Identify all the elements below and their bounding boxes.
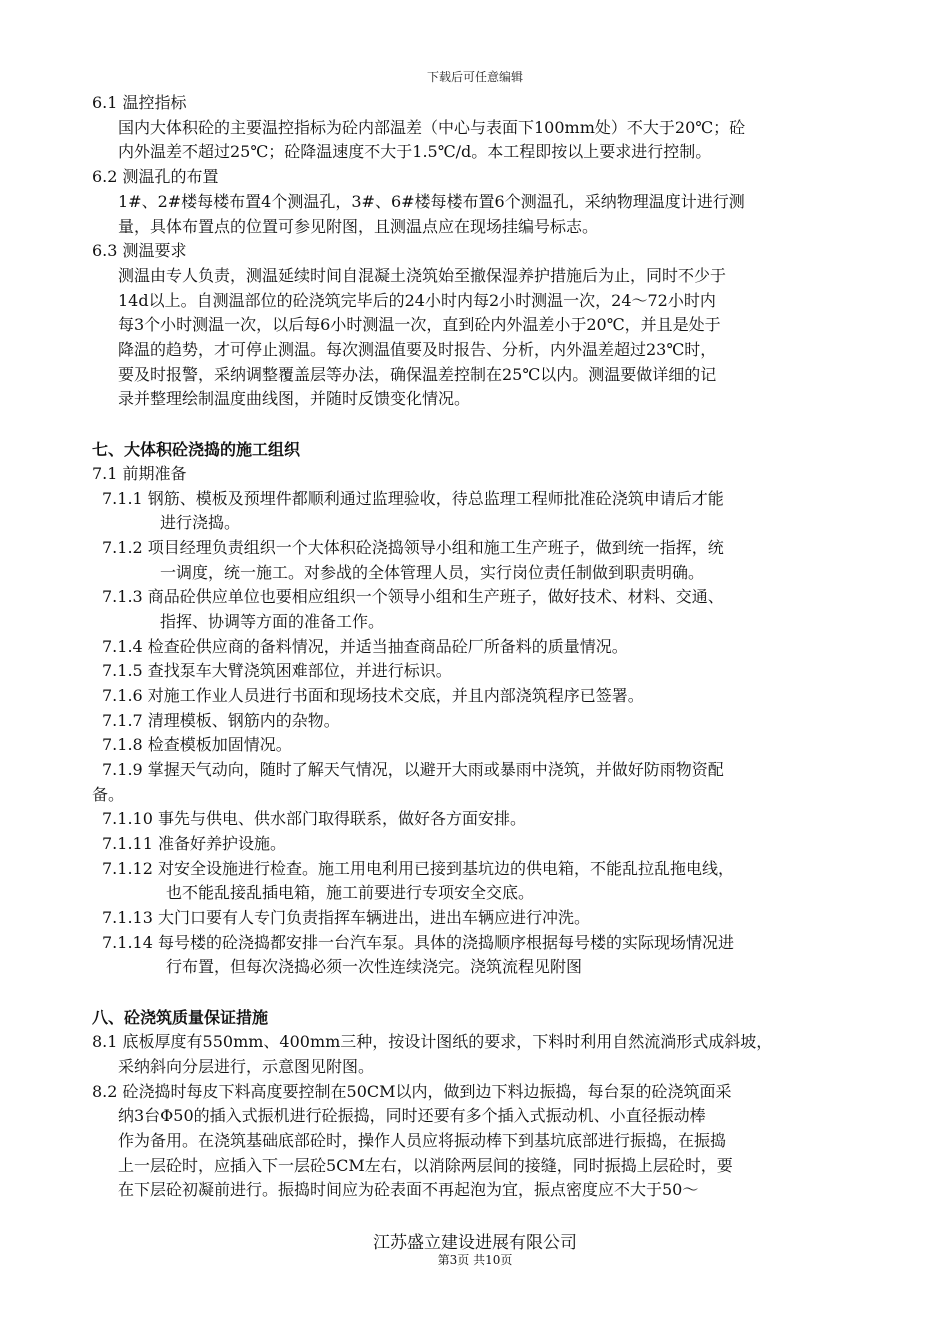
text-line: 6.1 温控指标: [92, 93, 187, 112]
text-line: 每3个小时测温一次，以后每6小时测温一次，直到砼内外温差小于20℃，并且是处于: [118, 315, 721, 334]
text-line: 8.2 砼浇捣时每皮下料高度要控制在50CM以内，做到边下料边振捣，每台泵的砼浇筑面采: [92, 1082, 732, 1101]
text-line: 纳3台Φ50的插入式振机进行砼振捣，同时还要有多个插入式振动机、小直径振动棒: [118, 1106, 706, 1125]
text-line: 降温的趋势，才可停止测温。每次测温值要及时报告、分析，内外温差超过23℃时，: [118, 340, 717, 359]
text-line: 行布置，但每次浇捣必须一次性连续浇完。浇筑流程见附图: [166, 957, 583, 976]
text-line: 一调度，统一施工。对参战的全体管理人员，实行岗位责任制做到职责明确。: [160, 563, 705, 582]
text-line: 7.1.14 每号楼的砼浇捣都安排一台汽车泵。具体的浇捣顺序根据每号楼的实际现场情况进: [102, 933, 734, 952]
text-line: 进行浇捣。: [160, 513, 241, 532]
text-line: 备。: [92, 785, 125, 804]
text-line: 录并整理绘制温度曲线图，并随时反馈变化情况。: [118, 389, 471, 408]
text-line: 7.1.6 对施工作业人员进行书面和现场技术交底，并且内部浇筑程序已签署。: [102, 686, 644, 705]
text-line: 7.1.1 钢筋、模板及预埋件都顺利通过监理验收，待总监理工程师批准砼浇筑申请后才能: [102, 489, 724, 508]
text-line: 也不能乱接乱插电箱，施工前要进行专项安全交底。: [166, 883, 535, 902]
text-line: 7.1.12 对安全设施进行检查。施工用电利用已接到基坑边的供电箱，不能乱拉乱拖电线，: [102, 859, 734, 878]
text-line: 指挥、协调等方面的准备工作。: [160, 612, 385, 631]
page-header: 下载后可任意编辑: [426, 70, 523, 84]
footer-company: 江苏盛立建设进展有限公司: [373, 1233, 577, 1253]
text-line: 内外温差不超过25℃；砼降温速度不大于1.5℃/d。本工程即按以上要求进行控制。: [118, 142, 712, 161]
text-line: 7.1.13 大门口要有人专门负责指挥车辆进出，进出车辆应进行冲洗。: [102, 908, 590, 927]
text-line: 6.2 测温孔的布置: [92, 167, 219, 186]
text-line: 7.1.11 准备好养护设施。: [102, 834, 286, 853]
text-line: 7.1.2 项目经理负责组织一个大体积砼浇捣领导小组和施工生产班子，做到统一指挥，统: [102, 538, 724, 557]
text-line: 要及时报警，采纳调整覆盖层等办法，确保温差控制在25℃以内。测温要做详细的记: [118, 365, 717, 384]
text-line: 国内大体积砼的主要温控指标为砼内部温差（中心与表面下100mm处）不大于20℃；砼: [118, 118, 746, 137]
text-line: 在下层砼初凝前进行。振捣时间应为砼表面不再起泡为宜，振点密度应不大于50～: [118, 1180, 699, 1199]
text-line: 7.1.4 检查砼供应商的备料情况，并适当抽查商品砼厂所备料的质量情况。: [102, 637, 628, 656]
text-line: 7.1 前期准备: [92, 464, 187, 483]
text-line: 14d以上。自测温部位的砼浇筑完毕后的24小时内每2小时测温一次，24～72小时内: [118, 291, 716, 310]
text-line: 测温由专人负责，测温延续时间自混凝土浇筑始至撤保湿养护措施后为止，同时不少于: [118, 266, 727, 285]
text-line: 7.1.8 检查模板加固情况。: [102, 735, 292, 754]
section-heading: 八、砼浇筑质量保证措施: [92, 1008, 269, 1027]
text-line: 1#、2#楼每楼布置4个测温孔，3#、6#楼每楼布置6个测温孔，采纳物理温度计进行测: [118, 192, 745, 211]
text-line: 8.1 底板厚度有550mm、400mm三种，按设计图纸的要求，下料时利用自然流淌形式成斜坡，: [92, 1032, 773, 1051]
text-line: 7.1.3 商品砼供应单位也要相应组织一个领导小组和生产班子，做好技术、材料、交通、: [102, 587, 724, 606]
section-heading: 七、大体积砼浇捣的施工组织: [92, 440, 301, 459]
text-line: 7.1.10 事先与供电、供水部门取得联系，做好各方面安排。: [102, 809, 526, 828]
text-line: 7.1.5 查找泵车大臂浇筑困难部位，并进行标识。: [102, 661, 452, 680]
text-line: 6.3 测温要求: [92, 241, 187, 260]
text-line: 7.1.9 掌握天气动向，随时了解天气情况，以避开大雨或暴雨中浇筑，并做好防雨物资配: [102, 760, 724, 779]
text-line: 作为备用。在浇筑基础底部砼时，操作人员应将振动棒下到基坑底部进行振捣，在振捣: [118, 1131, 727, 1150]
text-line: 量，具体布置点的位置可参见附图，且测温点应在现场挂编号标志。: [118, 217, 599, 236]
text-line: 7.1.7 清理模板、钢筋内的杂物。: [102, 711, 340, 730]
footer-page-number: 第3页 共10页: [437, 1253, 513, 1267]
text-line: 采纳斜向分层进行，示意图见附图。: [118, 1057, 375, 1076]
text-line: 上一层砼时，应插入下一层砼5CM左右，以消除两层间的接缝，同时振捣上层砼时，要: [118, 1156, 733, 1175]
